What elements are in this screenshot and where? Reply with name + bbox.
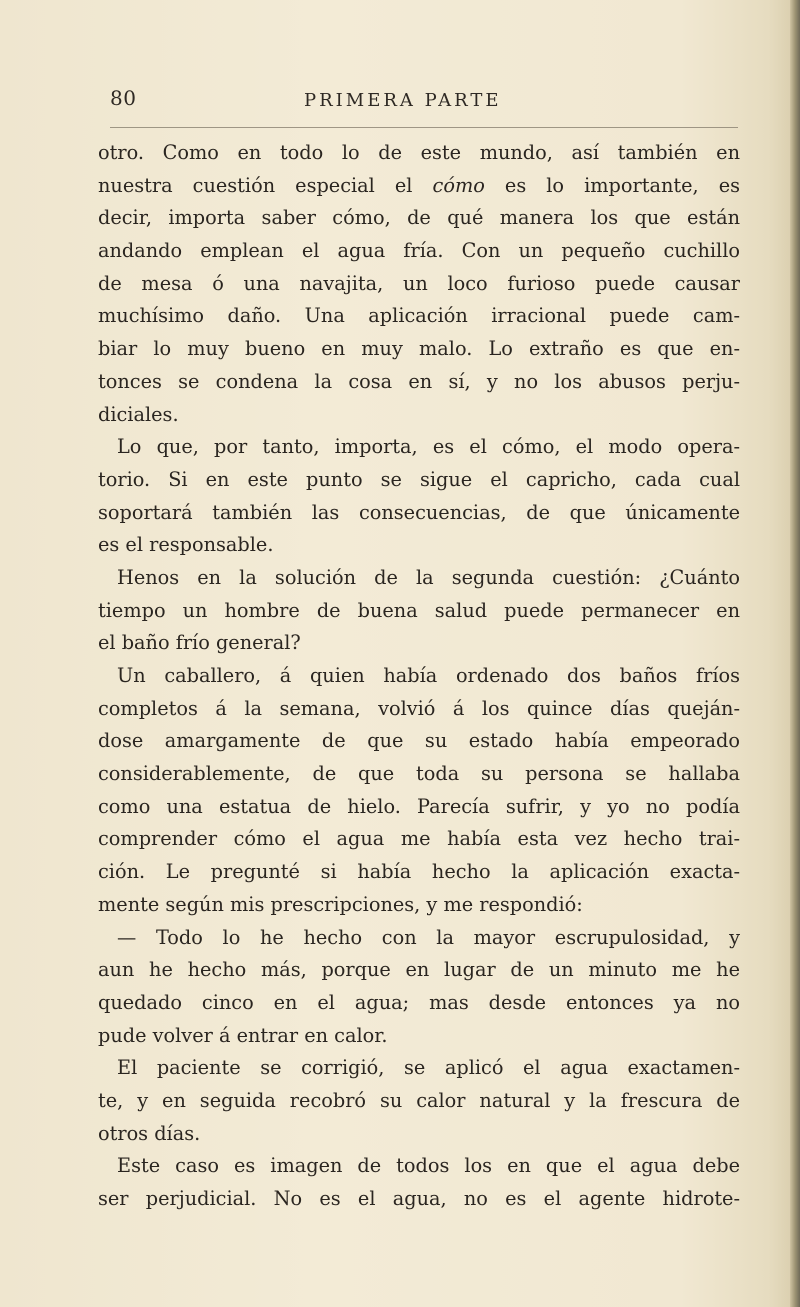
- text-line: dose amargamente de que su estado había empeorado: [98, 729, 740, 753]
- text-segment: es lo importante, es: [504, 173, 740, 197]
- text-line: decir, importa saber cómo, de qué manera los que están: [98, 206, 740, 230]
- text-line: Un caballero, á quien había ordenado dos baños fríos: [117, 664, 740, 687]
- text-line: es el responsable.: [98, 533, 274, 557]
- text-line: andando emplean el agua fría. Con un pequeño cuchillo: [98, 239, 740, 263]
- text-line: mente según mis prescripciones, y me respondió:: [98, 892, 583, 916]
- text-line: considerablemente, de que toda su persona se hallaba: [98, 762, 740, 786]
- page-number: 80: [110, 86, 137, 110]
- text-line: diciales.: [98, 402, 179, 426]
- running-head: [0, 86, 800, 116]
- text-line: aun he hecho más, porque en lugar de un minuto me he: [98, 958, 740, 982]
- text-line: comprender cómo el agua me había esta vez hecho trai-: [98, 827, 740, 851]
- text-line: ción. Le pregunté si había hecho la aplicación exacta-: [98, 860, 740, 884]
- text-line: quedado cinco en el agua; mas desde entonces ya no: [98, 990, 740, 1014]
- text-line: torio. Si en este punto se sigue el capricho, cada cual: [98, 467, 740, 491]
- page-binding-edge: [790, 0, 800, 1307]
- emphasis-como: cómo: [432, 173, 485, 197]
- header-rule: [110, 127, 738, 128]
- text-line: te, y en seguida recobró su calor natural y la frescura de: [98, 1088, 740, 1112]
- text-line: el baño frío general?: [98, 631, 301, 655]
- text-line: otro. Como en todo lo de este mundo, así también en: [98, 141, 740, 164]
- text-line: El paciente se corrigió, se aplicó el agua exactamen-: [117, 1056, 740, 1080]
- text-line: completos á la semana, volvió á los quince días queján-: [98, 696, 740, 720]
- text-line: Lo que, por tanto, importa, es el cómo, el modo opera-: [117, 435, 740, 459]
- text-line: ser perjudicial. No es el agua, no es el agente hidrote-: [98, 1187, 740, 1210]
- text-segment: nuestra cuestión especial el: [98, 173, 413, 197]
- text-line: soportará también las consecuencias, de que únicamente: [98, 500, 740, 524]
- text-line: de mesa ó una navajita, un loco furioso puede causar: [98, 271, 740, 295]
- text-line: tiempo un hombre de buena salud puede permanecer en: [98, 598, 740, 622]
- text-line: pude volver á entrar en calor.: [98, 1023, 388, 1047]
- text-line: como una estatua de hielo. Parecía sufrir, y yo no podía: [98, 794, 740, 818]
- section-title: PRIMERA PARTE: [304, 90, 502, 111]
- text-line: Este caso es imagen de todos los en que el agua debe: [117, 1154, 740, 1178]
- body-text: [98, 137, 740, 1216]
- text-line: biar lo muy bueno en muy malo. Lo extraño es que en-: [98, 337, 740, 361]
- text-line: — Todo lo he hecho con la mayor escrupulosidad, y: [117, 925, 740, 949]
- text-line: tonces se condena la cosa en sí, y no los abusos perju-: [98, 369, 740, 393]
- text-line: [98, 170, 740, 203]
- text-line: otros días.: [98, 1121, 201, 1145]
- text-line: Henos en la solución de la segunda cuestión: ¿Cuánto: [117, 565, 740, 589]
- text-line: muchísimo daño. Una aplicación irracional puede cam-: [98, 304, 740, 328]
